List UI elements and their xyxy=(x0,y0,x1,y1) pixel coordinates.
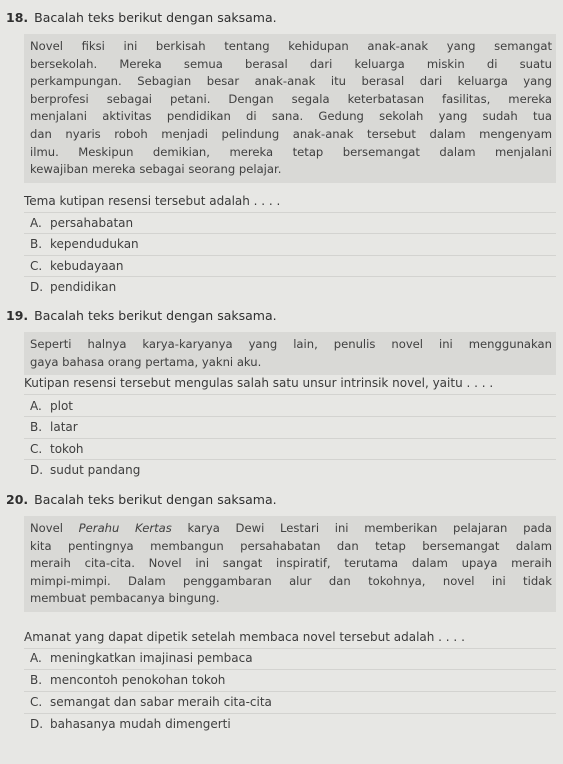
novel-title: Perahu Kertas xyxy=(78,521,172,535)
passage-line: meraih cita-cita. Novel ini sangat inspiratif, terutama dalam upaya meraih xyxy=(30,556,552,571)
option-b[interactable]: B. kependudukan xyxy=(30,237,139,251)
passage-line: berprofesi sebagai petani. Dengan segala keterbatasan fasilitas, mereka xyxy=(30,91,552,106)
divider xyxy=(24,394,556,395)
divider xyxy=(24,276,556,277)
question-20-header xyxy=(6,492,277,507)
question-instruction: Bacalah teks berikut dengan saksama. xyxy=(34,10,277,25)
option-b[interactable]: B. mencontoh penokohan tokoh xyxy=(30,673,226,687)
divider xyxy=(24,255,556,256)
passage-line: bersekolah. Mereka semua berasal dari keluarga miskin di suatu xyxy=(30,56,552,71)
option-a[interactable]: A. persahabatan xyxy=(30,216,134,230)
option-c[interactable]: C. semangat dan sabar meraih cita-cita xyxy=(30,695,272,709)
question-instruction: Bacalah teks berikut dengan saksama. xyxy=(34,308,277,323)
passage-line: perkampungan. Sebagian besar anak-anak itu berasal dari keluarga yang xyxy=(30,74,552,89)
passage-line: dan nyaris roboh menjadi pelindung anak-anak tersebut dalam mengenyam xyxy=(30,126,552,141)
passage-line: kewajiban mereka sebagai seorang pelajar. xyxy=(30,162,282,177)
option-d[interactable]: D. sudut pandang xyxy=(30,463,141,477)
question-18-passage xyxy=(24,34,556,183)
passage-line: Seperti halnya karya-karyanya yang lain, penulis novel ini menggunakan xyxy=(30,337,552,351)
option-d[interactable]: D. pendidikan xyxy=(30,280,117,294)
question-number: 18. xyxy=(6,10,29,25)
question-20-prompt: Amanat yang dapat dipetik setelah membaca novel tersebut adalah . . . . xyxy=(24,630,465,644)
passage-line: membuat pembacanya bingung. xyxy=(30,591,220,606)
question-18-prompt: Tema kutipan resensi tersebut adalah . . . . xyxy=(24,194,281,208)
divider xyxy=(24,233,556,234)
divider xyxy=(24,648,556,649)
passage-line: ilmu. Meskipun demikian, mereka tetap bersemangat dalam menjalani xyxy=(30,144,552,159)
passage-line: kita pentingnya membangun persahabatan dan tetap bersemangat dalam xyxy=(30,538,552,553)
passage-line: Novel fiksi ini berkisah tentang kehidupan anak-anak yang semangat xyxy=(30,39,552,53)
question-20-passage xyxy=(24,516,556,612)
divider xyxy=(24,416,556,417)
question-19-passage xyxy=(24,332,556,375)
passage-line: Novel Perahu Kertas karya Dewi Lestari ini memberikan pelajaran pada xyxy=(30,521,553,535)
divider xyxy=(24,438,556,439)
passage-line: gaya bahasa orang pertama, yakni aku. xyxy=(30,354,262,369)
passage-line: mimpi-mimpi. Dalam penggambaran alur dan tokohnya, novel ini tidak xyxy=(30,573,552,588)
passage-line: menjalani aktivitas pendidikan di sana. Gedung sekolah yang sudah tua xyxy=(30,109,552,124)
divider xyxy=(24,713,556,714)
option-a[interactable]: A. plot xyxy=(30,399,73,413)
question-instruction: Bacalah teks berikut dengan saksama. xyxy=(34,492,277,507)
question-number: 19. xyxy=(6,308,29,323)
question-18-header xyxy=(6,10,277,25)
question-19-header xyxy=(6,308,277,323)
option-c[interactable]: C. tokoh xyxy=(30,442,84,456)
option-b[interactable]: B. latar xyxy=(30,420,78,434)
question-number: 20. xyxy=(6,492,29,507)
divider xyxy=(24,691,556,692)
option-a[interactable]: A. meningkatkan imajinasi pembaca xyxy=(30,651,253,665)
divider xyxy=(24,669,556,670)
divider xyxy=(24,212,556,213)
option-c[interactable]: C. kebudayaan xyxy=(30,259,124,273)
option-d[interactable]: D. bahasanya mudah dimengerti xyxy=(30,717,231,731)
divider xyxy=(24,459,556,460)
question-19-prompt: Kutipan resensi tersebut mengulas salah satu unsur intrinsik novel, yaitu . . . . xyxy=(24,376,494,390)
